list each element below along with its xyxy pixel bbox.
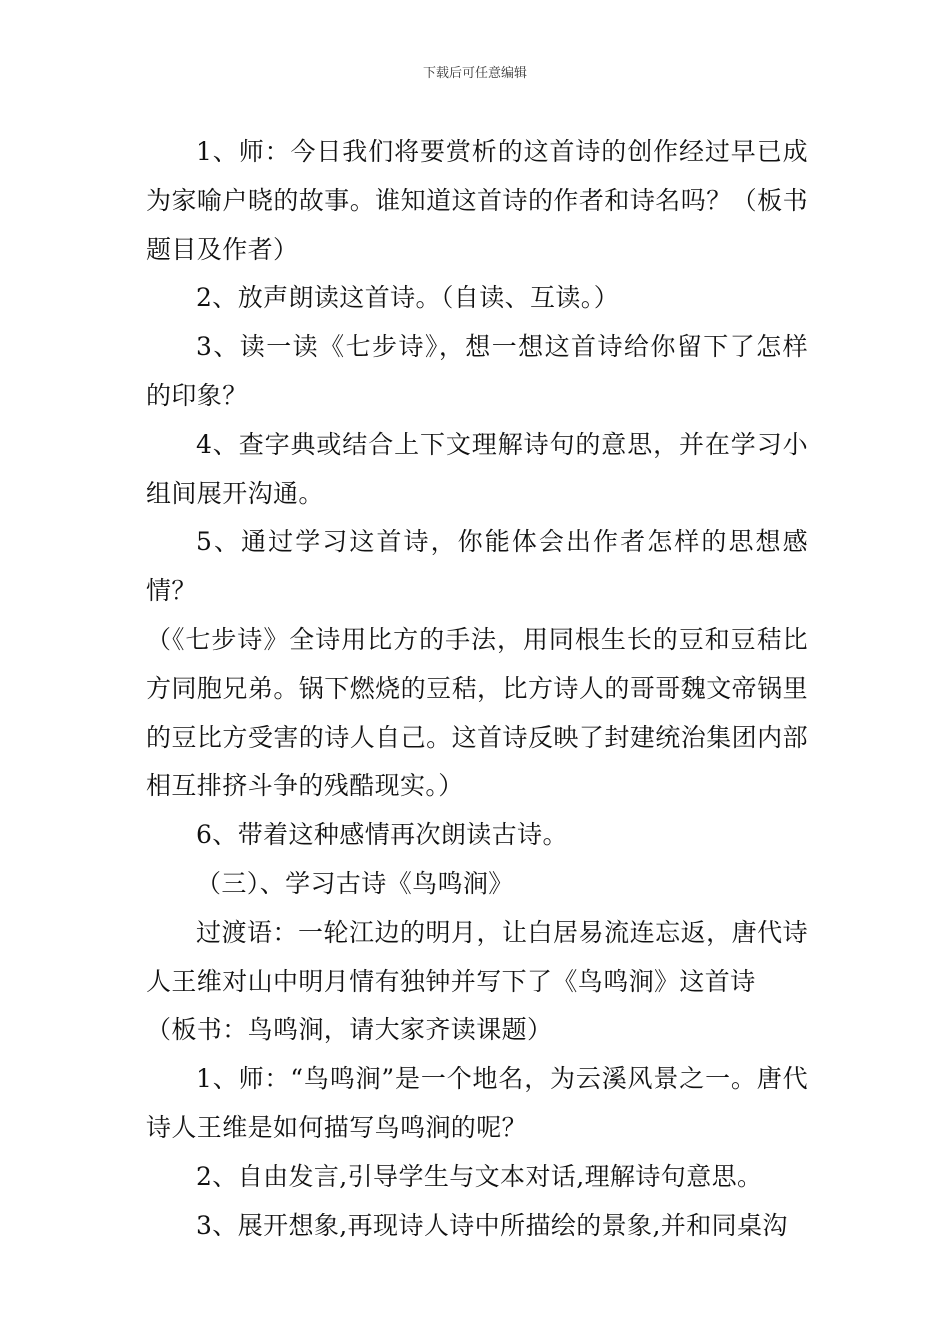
paragraph-board-note: （板书：鸟鸣涧，请大家齐读课题） bbox=[146, 1015, 553, 1045]
paragraph-free-speech: 2、自由发言,引导学生与文本对话,理解诗句意思。 bbox=[196, 1161, 763, 1191]
paragraph-place-name: 1、师：“鸟鸣涧”是一个地名，为云溪风景之一。唐代诗人王维是如何描写鸟鸣涧的呢？ bbox=[146, 1064, 808, 1142]
paragraph-qibu-impression: 3、读一读《七步诗》，想一想这首诗给你留下了怎样的印象？ bbox=[146, 332, 808, 410]
page-header: 下载后可任意编辑 bbox=[422, 66, 527, 81]
paragraph-reread: 6、带着这种感情再次朗读古诗。 bbox=[196, 820, 568, 850]
paragraph-teacher-intro: 1、师：今日我们将要赏析的这首诗的创作经过早已成为家喻户晓的故事。谁知道这首诗的作者和诗名吗？（板书题目及作者） bbox=[146, 137, 808, 264]
paragraph-qibu-explanation: （《七步诗》全诗用比方的手法，用同根生长的豆和豆秸比方同胞兄弟。锅下燃烧的豆秸，比方诗人的哥哥魏文帝锅里的豆比方受害的诗人自己。这首诗反映了封建统治集团内部相互排挤斗争的残酷现实。） bbox=[146, 624, 808, 801]
paragraph-imagination: 3、展开想象,再现诗人诗中所描绘的景象,并和同桌沟 bbox=[196, 1210, 788, 1240]
paragraph-read-aloud: 2、放声朗读这首诗。（自读、互读。） bbox=[196, 283, 620, 313]
paragraph-transition: 过渡语：一轮江边的明月，让白居易流连忘返，唐代诗人王维对山中明月情有独钟并写下了《鸟鸣涧》这首诗 bbox=[146, 917, 808, 996]
paragraph-dictionary: 4、查字典或结合上下文理解诗句的意思，并在学习小组间展开沟通。 bbox=[146, 429, 808, 508]
paragraph-feelings-question: 5、通过学习这首诗，你能体会出作者怎样的思想感情？ bbox=[146, 527, 808, 606]
section-heading-niaomingjian: （三）、学习古诗《鸟鸣涧》 bbox=[196, 868, 514, 898]
document-body bbox=[146, 128, 808, 1250]
